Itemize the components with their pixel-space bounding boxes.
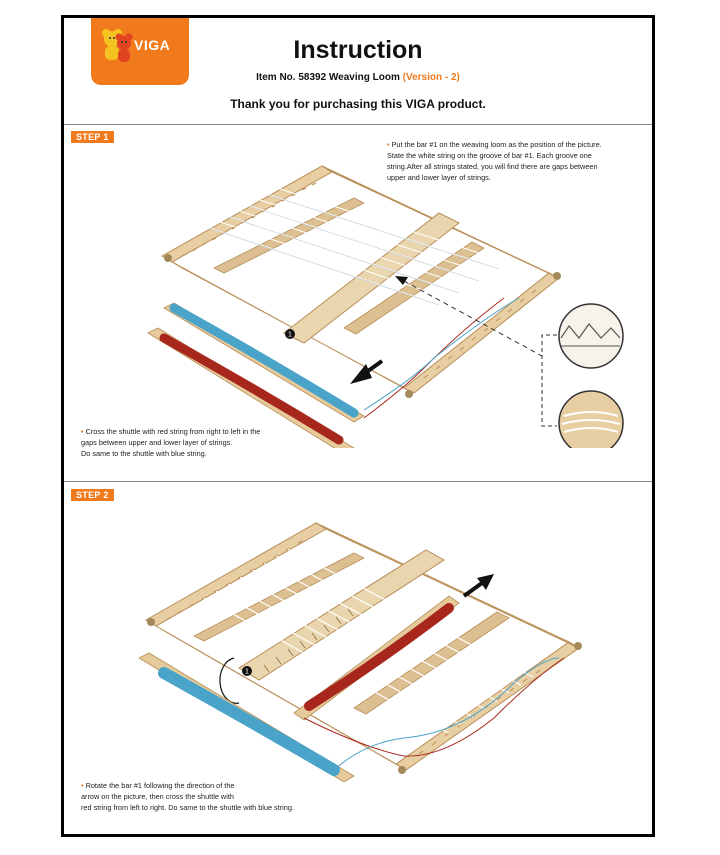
step2-instruction-bottom bbox=[81, 780, 381, 813]
step1-note-line: State the white string on the groove of bar #1. Each groove one bbox=[387, 151, 592, 160]
page-title: Instruction bbox=[293, 36, 423, 64]
step2-note-line: red string from left to right. Do same to the shuttle with blue string. bbox=[81, 803, 294, 812]
logo-text: VIGA bbox=[134, 37, 171, 53]
instruction-sheet bbox=[61, 15, 655, 837]
bullet-icon: • bbox=[387, 140, 390, 149]
step1-badge: STEP 1 bbox=[71, 131, 114, 143]
step2-bar-marker-text: 1 bbox=[245, 668, 249, 676]
groove-detail-icon bbox=[559, 304, 623, 368]
step2-badge: STEP 2 bbox=[71, 489, 114, 501]
item-subtitle bbox=[64, 72, 652, 83]
step1-note-line: gaps between upper and lower layer of strings. bbox=[81, 438, 233, 447]
step1-note-line: Do same to the shuttle with blue string. bbox=[81, 449, 207, 458]
step2-direction-arrow bbox=[464, 583, 482, 596]
step1-bar-marker-text: 1 bbox=[288, 331, 292, 339]
step1-note-line: Put the bar #1 on the weaving loom as the position of the picture. bbox=[391, 140, 602, 149]
step1-instruction-bottom bbox=[81, 426, 331, 459]
bullet-icon: • bbox=[81, 781, 84, 790]
step-divider bbox=[64, 481, 652, 482]
step2-loom-illustration bbox=[64, 508, 652, 798]
bullet-icon: • bbox=[81, 427, 84, 436]
thanks-message: Thank you for purchasing this VIGA product. bbox=[230, 97, 486, 111]
item-number: Item No. 58392 Weaving Loom bbox=[256, 72, 403, 83]
step1-note-line: Cross the shuttle with red string from right to left in the bbox=[85, 427, 261, 436]
step1-note-line: upper and lower layer of strings. bbox=[387, 173, 491, 182]
step1-note-line: string.After all strings stated, you will find there are gaps between bbox=[387, 162, 598, 171]
header-divider bbox=[64, 124, 652, 125]
step2-note-line: arrow on the picture, then cross the shuttle with bbox=[81, 792, 234, 801]
step2-note-line: Rotate the bar #1 following the direction of the bbox=[85, 781, 235, 790]
step1-loom-illustration bbox=[64, 148, 652, 448]
version-label: (Version - 2) bbox=[402, 72, 460, 83]
